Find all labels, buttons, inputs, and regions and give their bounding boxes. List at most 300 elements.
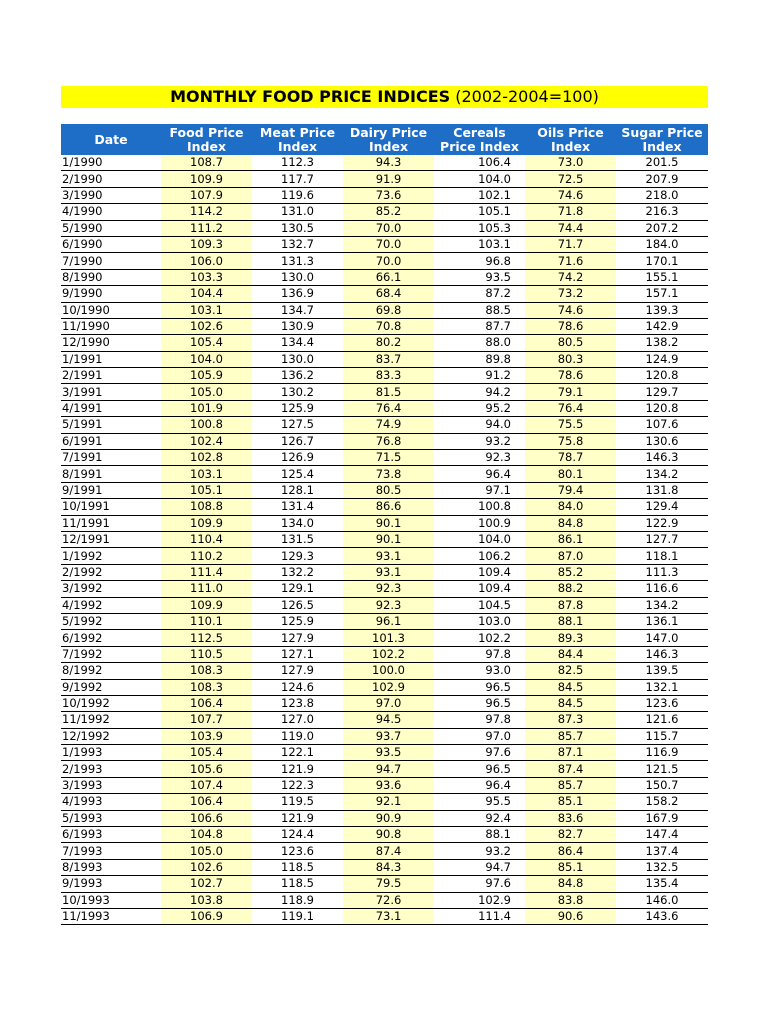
oils-index-cell: 74.4	[525, 220, 616, 236]
meat-index-cell: 130.0	[252, 269, 343, 285]
food-index-cell: 105.0	[161, 384, 252, 400]
cereals-index-cell: 87.7	[434, 318, 525, 334]
cereals-index-cell: 89.8	[434, 351, 525, 367]
date-cell: 6/1990	[61, 236, 161, 252]
table-row	[61, 171, 708, 187]
oils-index-cell: 84.8	[525, 876, 616, 892]
dairy-index-cell: 74.9	[343, 417, 434, 433]
sugar-index-cell: 120.8	[616, 400, 708, 416]
food-index-cell: 106.4	[161, 794, 252, 810]
food-index-cell: 106.6	[161, 810, 252, 826]
table-row	[61, 335, 708, 351]
dairy-index-cell: 76.4	[343, 400, 434, 416]
dairy-index-cell: 79.5	[343, 876, 434, 892]
sugar-index-cell: 129.7	[616, 384, 708, 400]
table-row	[61, 712, 708, 728]
date-cell: 9/1992	[61, 679, 161, 695]
table-row	[61, 794, 708, 810]
food-index-cell: 108.8	[161, 499, 252, 515]
table-row	[61, 499, 708, 515]
date-cell: 2/1992	[61, 564, 161, 580]
table-row	[61, 466, 708, 482]
cereals-index-cell: 95.5	[434, 794, 525, 810]
oils-index-cell: 87.4	[525, 761, 616, 777]
cereals-index-cell: 96.5	[434, 679, 525, 695]
food-index-cell: 105.9	[161, 368, 252, 384]
date-cell: 4/1990	[61, 204, 161, 220]
dairy-index-cell: 93.1	[343, 548, 434, 564]
header-sugar-price-index: Sugar Price Index	[616, 124, 708, 155]
cereals-index-cell: 95.2	[434, 400, 525, 416]
oils-index-cell: 85.7	[525, 728, 616, 744]
dairy-index-cell: 93.5	[343, 745, 434, 761]
cereals-index-cell: 104.0	[434, 531, 525, 547]
food-index-cell: 103.1	[161, 466, 252, 482]
date-cell: 11/1993	[61, 908, 161, 924]
table-row	[61, 253, 708, 269]
oils-index-cell: 90.6	[525, 908, 616, 924]
meat-index-cell: 119.0	[252, 728, 343, 744]
cereals-index-cell: 91.2	[434, 368, 525, 384]
food-index-cell: 102.6	[161, 859, 252, 875]
title-base-period: (2002-2004=100)	[450, 87, 599, 106]
oils-index-cell: 73.2	[525, 286, 616, 302]
sugar-index-cell: 147.4	[616, 827, 708, 843]
sugar-index-cell: 142.9	[616, 318, 708, 334]
table-row	[61, 269, 708, 285]
cereals-index-cell: 96.8	[434, 253, 525, 269]
sugar-index-cell: 134.2	[616, 597, 708, 613]
date-cell: 8/1992	[61, 663, 161, 679]
dairy-index-cell: 90.8	[343, 827, 434, 843]
meat-index-cell: 126.7	[252, 433, 343, 449]
meat-index-cell: 131.5	[252, 531, 343, 547]
dairy-index-cell: 72.6	[343, 892, 434, 908]
sugar-index-cell: 139.5	[616, 663, 708, 679]
meat-index-cell: 134.0	[252, 515, 343, 531]
oils-index-cell: 79.1	[525, 384, 616, 400]
food-index-cell: 110.5	[161, 646, 252, 662]
dairy-index-cell: 90.9	[343, 810, 434, 826]
meat-index-cell: 119.6	[252, 187, 343, 203]
date-cell: 5/1991	[61, 417, 161, 433]
meat-index-cell: 122.3	[252, 777, 343, 793]
header-food-price-index: Food Price Index	[161, 124, 252, 155]
header-meat-price-index: Meat Price Index	[252, 124, 343, 155]
date-cell: 4/1993	[61, 794, 161, 810]
cereals-index-cell: 92.4	[434, 810, 525, 826]
title-main: MONTHLY FOOD PRICE INDICES	[170, 87, 451, 106]
date-cell: 12/1990	[61, 335, 161, 351]
cereals-index-cell: 102.2	[434, 630, 525, 646]
oils-index-cell: 87.1	[525, 745, 616, 761]
date-cell: 12/1992	[61, 728, 161, 744]
table-row	[61, 892, 708, 908]
date-cell: 11/1991	[61, 515, 161, 531]
table-row	[61, 745, 708, 761]
meat-index-cell: 125.9	[252, 400, 343, 416]
oils-index-cell: 80.1	[525, 466, 616, 482]
table-row	[61, 417, 708, 433]
dairy-index-cell: 85.2	[343, 204, 434, 220]
meat-index-cell: 123.6	[252, 843, 343, 859]
table-row	[61, 515, 708, 531]
table-row	[61, 548, 708, 564]
food-index-cell: 104.0	[161, 351, 252, 367]
cereals-index-cell: 109.4	[434, 564, 525, 580]
oils-index-cell: 84.5	[525, 695, 616, 711]
table-row	[61, 400, 708, 416]
meat-index-cell: 126.5	[252, 597, 343, 613]
food-index-cell: 110.1	[161, 613, 252, 629]
cereals-index-cell: 106.4	[434, 155, 525, 171]
meat-index-cell: 119.1	[252, 908, 343, 924]
date-cell: 10/1990	[61, 302, 161, 318]
dairy-index-cell: 83.3	[343, 368, 434, 384]
sugar-index-cell: 135.4	[616, 876, 708, 892]
sugar-index-cell: 132.1	[616, 679, 708, 695]
table-row	[61, 810, 708, 826]
date-cell: 3/1991	[61, 384, 161, 400]
meat-index-cell: 131.0	[252, 204, 343, 220]
table-row	[61, 204, 708, 220]
page-title	[61, 86, 708, 108]
dairy-index-cell: 68.4	[343, 286, 434, 302]
table-row	[61, 318, 708, 334]
date-cell: 6/1991	[61, 433, 161, 449]
table-row	[61, 630, 708, 646]
date-cell: 1/1990	[61, 155, 161, 171]
date-cell: 1/1992	[61, 548, 161, 564]
date-cell: 5/1992	[61, 613, 161, 629]
meat-index-cell: 121.9	[252, 810, 343, 826]
oils-index-cell: 85.7	[525, 777, 616, 793]
cereals-index-cell: 105.3	[434, 220, 525, 236]
cereals-index-cell: 104.5	[434, 597, 525, 613]
oils-index-cell: 85.1	[525, 859, 616, 875]
dairy-index-cell: 84.3	[343, 859, 434, 875]
sugar-index-cell: 124.9	[616, 351, 708, 367]
meat-index-cell: 125.9	[252, 613, 343, 629]
food-index-cell: 106.0	[161, 253, 252, 269]
cereals-index-cell: 97.1	[434, 482, 525, 498]
dairy-index-cell: 94.5	[343, 712, 434, 728]
food-index-cell: 107.9	[161, 187, 252, 203]
cereals-index-cell: 88.0	[434, 335, 525, 351]
meat-index-cell: 136.9	[252, 286, 343, 302]
meat-index-cell: 130.9	[252, 318, 343, 334]
cereals-index-cell: 103.0	[434, 613, 525, 629]
cereals-index-cell: 88.1	[434, 827, 525, 843]
dairy-index-cell: 86.6	[343, 499, 434, 515]
cereals-index-cell: 102.9	[434, 892, 525, 908]
oils-index-cell: 83.6	[525, 810, 616, 826]
table-row	[61, 908, 708, 924]
date-cell: 7/1992	[61, 646, 161, 662]
date-cell: 9/1993	[61, 876, 161, 892]
food-index-cell: 105.4	[161, 745, 252, 761]
dairy-index-cell: 70.8	[343, 318, 434, 334]
sugar-index-cell: 121.6	[616, 712, 708, 728]
date-cell: 3/1990	[61, 187, 161, 203]
meat-index-cell: 129.3	[252, 548, 343, 564]
table-row	[61, 695, 708, 711]
dairy-index-cell: 93.6	[343, 777, 434, 793]
meat-index-cell: 118.5	[252, 859, 343, 875]
date-cell: 10/1991	[61, 499, 161, 515]
food-index-cell: 103.8	[161, 892, 252, 908]
date-cell: 9/1990	[61, 286, 161, 302]
sugar-index-cell: 184.0	[616, 236, 708, 252]
dairy-index-cell: 80.5	[343, 482, 434, 498]
cereals-index-cell: 111.4	[434, 908, 525, 924]
cereals-index-cell: 96.5	[434, 695, 525, 711]
table-row	[61, 155, 708, 171]
cereals-index-cell: 109.4	[434, 581, 525, 597]
date-cell: 9/1991	[61, 482, 161, 498]
cereals-index-cell: 106.2	[434, 548, 525, 564]
table-row	[61, 531, 708, 547]
oils-index-cell: 82.5	[525, 663, 616, 679]
sugar-index-cell: 122.9	[616, 515, 708, 531]
sugar-index-cell: 201.5	[616, 155, 708, 171]
meat-index-cell: 126.9	[252, 450, 343, 466]
date-cell: 2/1990	[61, 171, 161, 187]
date-cell: 10/1993	[61, 892, 161, 908]
food-index-cell: 101.9	[161, 400, 252, 416]
dairy-index-cell: 70.0	[343, 236, 434, 252]
food-index-cell: 105.0	[161, 843, 252, 859]
date-cell: 4/1991	[61, 400, 161, 416]
dairy-index-cell: 92.3	[343, 581, 434, 597]
cereals-index-cell: 104.0	[434, 171, 525, 187]
sugar-index-cell: 118.1	[616, 548, 708, 564]
meat-index-cell: 132.7	[252, 236, 343, 252]
food-index-cell: 109.3	[161, 236, 252, 252]
oils-index-cell: 74.2	[525, 269, 616, 285]
cereals-index-cell: 93.2	[434, 843, 525, 859]
date-cell: 2/1991	[61, 368, 161, 384]
food-index-cell: 108.3	[161, 679, 252, 695]
sugar-index-cell: 158.2	[616, 794, 708, 810]
table-row	[61, 236, 708, 252]
oils-index-cell: 72.5	[525, 171, 616, 187]
food-index-cell: 104.4	[161, 286, 252, 302]
cereals-index-cell: 97.0	[434, 728, 525, 744]
cereals-index-cell: 87.2	[434, 286, 525, 302]
meat-index-cell: 124.4	[252, 827, 343, 843]
cereals-index-cell: 96.4	[434, 466, 525, 482]
oils-index-cell: 80.3	[525, 351, 616, 367]
sugar-index-cell: 143.6	[616, 908, 708, 924]
food-index-cell: 106.4	[161, 695, 252, 711]
sugar-index-cell: 132.5	[616, 859, 708, 875]
cereals-index-cell: 97.8	[434, 712, 525, 728]
food-index-cell: 108.3	[161, 663, 252, 679]
sugar-index-cell: 131.8	[616, 482, 708, 498]
oils-index-cell: 75.8	[525, 433, 616, 449]
meat-index-cell: 130.2	[252, 384, 343, 400]
food-index-cell: 103.9	[161, 728, 252, 744]
header-dairy-price-index: Dairy Price Index	[343, 124, 434, 155]
table-row	[61, 597, 708, 613]
food-index-cell: 109.9	[161, 597, 252, 613]
table-row	[61, 761, 708, 777]
sugar-index-cell: 155.1	[616, 269, 708, 285]
date-cell: 5/1990	[61, 220, 161, 236]
food-index-cell: 107.4	[161, 777, 252, 793]
sugar-index-cell: 107.6	[616, 417, 708, 433]
food-index-cell: 114.2	[161, 204, 252, 220]
date-cell: 8/1991	[61, 466, 161, 482]
date-cell: 3/1992	[61, 581, 161, 597]
oils-index-cell: 80.5	[525, 335, 616, 351]
oils-index-cell: 74.6	[525, 302, 616, 318]
dairy-index-cell: 73.6	[343, 187, 434, 203]
meat-index-cell: 118.5	[252, 876, 343, 892]
cereals-index-cell: 92.3	[434, 450, 525, 466]
sugar-index-cell: 116.6	[616, 581, 708, 597]
cereals-index-cell: 93.0	[434, 663, 525, 679]
meat-index-cell: 125.4	[252, 466, 343, 482]
date-cell: 8/1993	[61, 859, 161, 875]
sugar-index-cell: 123.6	[616, 695, 708, 711]
table-row	[61, 859, 708, 875]
meat-index-cell: 131.4	[252, 499, 343, 515]
dairy-index-cell: 94.3	[343, 155, 434, 171]
dairy-index-cell: 93.7	[343, 728, 434, 744]
cereals-index-cell: 88.5	[434, 302, 525, 318]
date-cell: 3/1993	[61, 777, 161, 793]
sugar-index-cell: 129.4	[616, 499, 708, 515]
food-index-cell: 111.2	[161, 220, 252, 236]
cereals-index-cell: 103.1	[434, 236, 525, 252]
food-index-cell: 108.7	[161, 155, 252, 171]
sugar-index-cell: 137.4	[616, 843, 708, 859]
oils-index-cell: 76.4	[525, 400, 616, 416]
sugar-index-cell: 147.0	[616, 630, 708, 646]
table-row	[61, 450, 708, 466]
food-index-cell: 102.7	[161, 876, 252, 892]
dairy-index-cell: 70.0	[343, 220, 434, 236]
header-row	[61, 124, 708, 155]
food-index-cell: 102.4	[161, 433, 252, 449]
oils-index-cell: 71.6	[525, 253, 616, 269]
date-cell: 7/1993	[61, 843, 161, 859]
table-row	[61, 679, 708, 695]
cereals-index-cell: 94.0	[434, 417, 525, 433]
meat-index-cell: 117.7	[252, 171, 343, 187]
meat-index-cell: 128.1	[252, 482, 343, 498]
food-index-cell: 110.2	[161, 548, 252, 564]
oils-index-cell: 85.2	[525, 564, 616, 580]
table-row	[61, 368, 708, 384]
oils-index-cell: 79.4	[525, 482, 616, 498]
sugar-index-cell: 216.3	[616, 204, 708, 220]
dairy-index-cell: 87.4	[343, 843, 434, 859]
meat-index-cell: 130.5	[252, 220, 343, 236]
oils-index-cell: 84.0	[525, 499, 616, 515]
oils-index-cell: 87.0	[525, 548, 616, 564]
date-cell: 2/1993	[61, 761, 161, 777]
oils-index-cell: 84.4	[525, 646, 616, 662]
food-index-cell: 102.6	[161, 318, 252, 334]
food-index-cell: 109.9	[161, 171, 252, 187]
dairy-index-cell: 90.1	[343, 515, 434, 531]
table-row	[61, 663, 708, 679]
sugar-index-cell: 136.1	[616, 613, 708, 629]
table-row	[61, 351, 708, 367]
oils-index-cell: 78.6	[525, 368, 616, 384]
date-cell: 8/1990	[61, 269, 161, 285]
cereals-index-cell: 102.1	[434, 187, 525, 203]
oils-index-cell: 88.1	[525, 613, 616, 629]
meat-index-cell: 136.2	[252, 368, 343, 384]
date-cell: 11/1992	[61, 712, 161, 728]
dairy-index-cell: 90.1	[343, 531, 434, 547]
cereals-index-cell: 94.7	[434, 859, 525, 875]
date-cell: 12/1991	[61, 531, 161, 547]
food-index-cell: 102.8	[161, 450, 252, 466]
date-cell: 10/1992	[61, 695, 161, 711]
dairy-index-cell: 73.1	[343, 908, 434, 924]
dairy-index-cell: 101.3	[343, 630, 434, 646]
sugar-index-cell: 146.3	[616, 450, 708, 466]
date-cell: 11/1990	[61, 318, 161, 334]
food-index-cell: 106.9	[161, 908, 252, 924]
date-cell: 7/1991	[61, 450, 161, 466]
dairy-index-cell: 96.1	[343, 613, 434, 629]
meat-index-cell: 124.6	[252, 679, 343, 695]
table-row	[61, 482, 708, 498]
dairy-index-cell: 92.1	[343, 794, 434, 810]
dairy-index-cell: 81.5	[343, 384, 434, 400]
header-cereals-price-index: Cereals Price Index	[434, 124, 525, 155]
meat-index-cell: 131.3	[252, 253, 343, 269]
sugar-index-cell: 127.7	[616, 531, 708, 547]
dairy-index-cell: 102.2	[343, 646, 434, 662]
meat-index-cell: 130.0	[252, 351, 343, 367]
date-cell: 6/1993	[61, 827, 161, 843]
table-row	[61, 646, 708, 662]
dairy-index-cell: 94.7	[343, 761, 434, 777]
oils-index-cell: 74.6	[525, 187, 616, 203]
table-row	[61, 564, 708, 580]
meat-index-cell: 134.4	[252, 335, 343, 351]
oils-index-cell: 73.0	[525, 155, 616, 171]
food-index-cell: 112.5	[161, 630, 252, 646]
table-row	[61, 728, 708, 744]
table-row	[61, 302, 708, 318]
dairy-index-cell: 70.0	[343, 253, 434, 269]
dairy-index-cell: 91.9	[343, 171, 434, 187]
sugar-index-cell: 207.9	[616, 171, 708, 187]
sugar-index-cell: 121.5	[616, 761, 708, 777]
header-date: Date	[61, 124, 161, 155]
dairy-index-cell: 102.9	[343, 679, 434, 695]
oils-index-cell: 86.1	[525, 531, 616, 547]
meat-index-cell: 122.1	[252, 745, 343, 761]
sugar-index-cell: 207.2	[616, 220, 708, 236]
table-row	[61, 220, 708, 236]
table-row	[61, 187, 708, 203]
oils-index-cell: 87.3	[525, 712, 616, 728]
cereals-index-cell: 96.4	[434, 777, 525, 793]
sugar-index-cell: 167.9	[616, 810, 708, 826]
cereals-index-cell: 97.6	[434, 876, 525, 892]
cereals-index-cell: 100.8	[434, 499, 525, 515]
table-row	[61, 843, 708, 859]
